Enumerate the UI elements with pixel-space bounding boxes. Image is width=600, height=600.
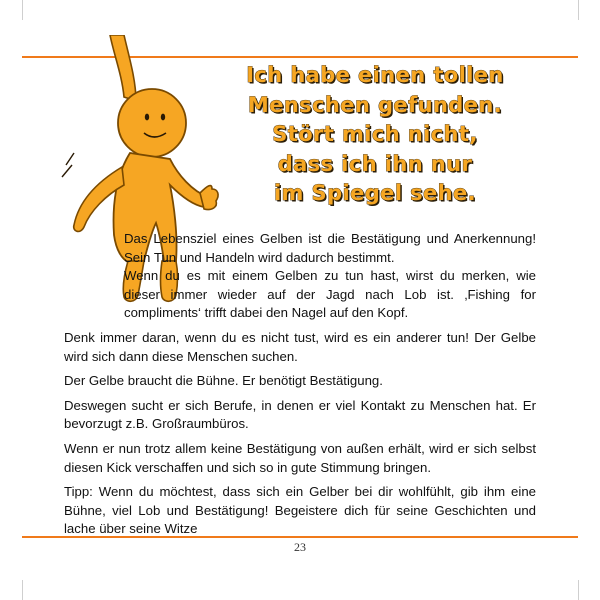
crop-mark-bottom-left [22,580,23,600]
headline-line-4: dass ich ihn nur [277,151,473,176]
paragraph: Das Lebensziel eines Gelben ist die Bestätigung und Anerkennung! Sein Tun und Handeln wird dadurch bestimmt. [124,231,536,265]
paragraph: Der Gelbe braucht die Bühne. Er benötigt Bestätigung. [64,373,383,389]
paragraph: Deswegen sucht er sich Berufe, in denen er viel Kontakt zu Menschen hat. Er bevorzugt z.B. Großraumbüros. [64,397,536,432]
paragraph: Wenn du es mit einem Gelben zu tun hast, wirst du merken, wie dieser immer wieder auf der Jagd nach Lob ist. ‚Fishing for compliments‘ trifft dabei den Nagel auf den Kopf. [124,268,536,321]
headline-line-3: Stört mich nicht, [272,122,478,146]
paragraph: Wenn er nun trotz allem keine Bestätigung von außen erhält, wird er sich selbst diesen Kick verschaffen und sich so in gute Stimmung bringen. [64,440,536,475]
body-text [64,230,536,545]
paragraph: Denk immer daran, wenn du es nicht tust, wird es ein anderer tun! Der Gelbe wird sich dann diese Menschen suchen. [64,329,536,364]
crop-mark-bottom-right [578,580,579,600]
crop-mark-top-right [578,0,579,20]
page-number: 23 [294,540,306,554]
headline [210,61,540,209]
headline-line-1: Ich habe einen tollen [246,63,504,87]
crop-mark-top-left [22,0,23,20]
paragraph: Tipp: Wenn du möchtest, dass sich ein Gelber bei dir wohlfühlt, gib ihm eine Bühne, viel Lob und Bestätigung! Begeistere dich für seine Geschichten und lache über seine Witze [64,484,536,537]
headline-line-2: Menschen gefunden. [247,92,503,117]
headline-line-5: im Spiegel sehe. [273,181,477,205]
